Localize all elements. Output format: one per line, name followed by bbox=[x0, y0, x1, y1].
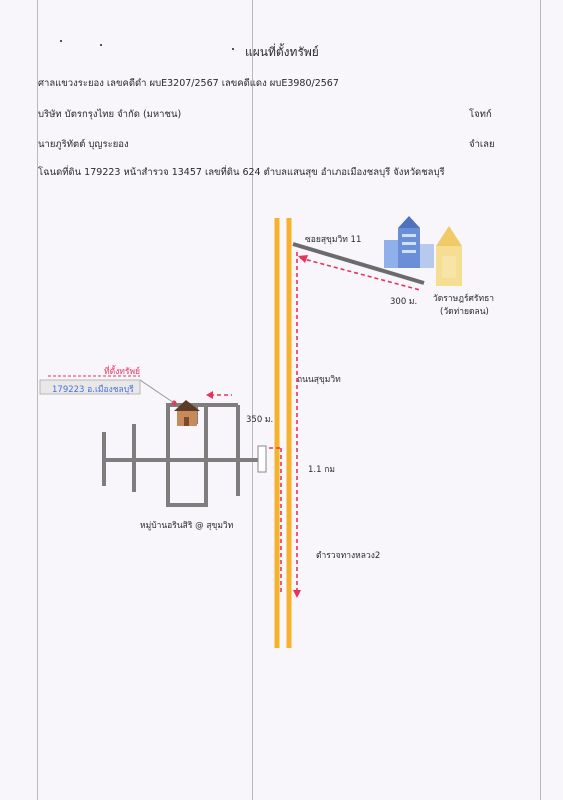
main-road-label: ถนนสุขุมวิท bbox=[297, 375, 341, 385]
distance-1-1-label: 1.1 กม bbox=[308, 465, 335, 475]
soi-road-label: ซอยสุขุมวิท 11 bbox=[305, 235, 362, 245]
plaintiff-role: โจทก์ bbox=[469, 109, 492, 120]
defendant-role: จำเลย bbox=[469, 139, 495, 150]
temple-name-label: วัดราษฎร์ศรัทธา bbox=[433, 294, 495, 304]
court-case-line: ศาลแขวงระยอง เลขคดีดำ ผบE3207/2567 เลขคดีแดง ผบE3980/2567 bbox=[38, 78, 339, 89]
route-main-arrowhead bbox=[293, 590, 301, 598]
defendant-name: นายภูริทัตต์ บุญระยอง bbox=[38, 139, 129, 150]
land-deed-line: โฉนดที่ดิน 179223 หน้าสำรวจ 13457 เลขที่ดิน 624 ตำบลแสนสุข อำเภอเมืองชลบุรี จังหวัดชลบุรี bbox=[38, 167, 445, 178]
route-soi-arrowhead bbox=[298, 255, 308, 263]
property-arrowhead bbox=[206, 391, 213, 399]
village-name-label: หมู่บ้านอรินสิริ @ สุขุมวิท bbox=[140, 521, 234, 531]
distance-300-label: 300 ม. bbox=[390, 297, 418, 307]
property-pointer-line bbox=[140, 380, 174, 403]
village-gate bbox=[258, 446, 266, 472]
property-label: ที่ตั้งทรัพย์ bbox=[104, 367, 141, 377]
plaintiff-name: บริษัท บัตรกรุงไทย จำกัด (มหาชน) bbox=[38, 109, 182, 120]
document-title: แผนที่ตั้งทรัพย์ bbox=[245, 45, 319, 59]
property-deed-label: 179223 อ.เมืองชลบุรี bbox=[52, 385, 134, 395]
temple-alt-name-label: (วัดท่ายดลน) bbox=[440, 307, 489, 317]
distance-350-label: 350 ม. bbox=[246, 415, 274, 425]
police-station-label: ตำรวจทางหลวง2 bbox=[316, 551, 381, 561]
